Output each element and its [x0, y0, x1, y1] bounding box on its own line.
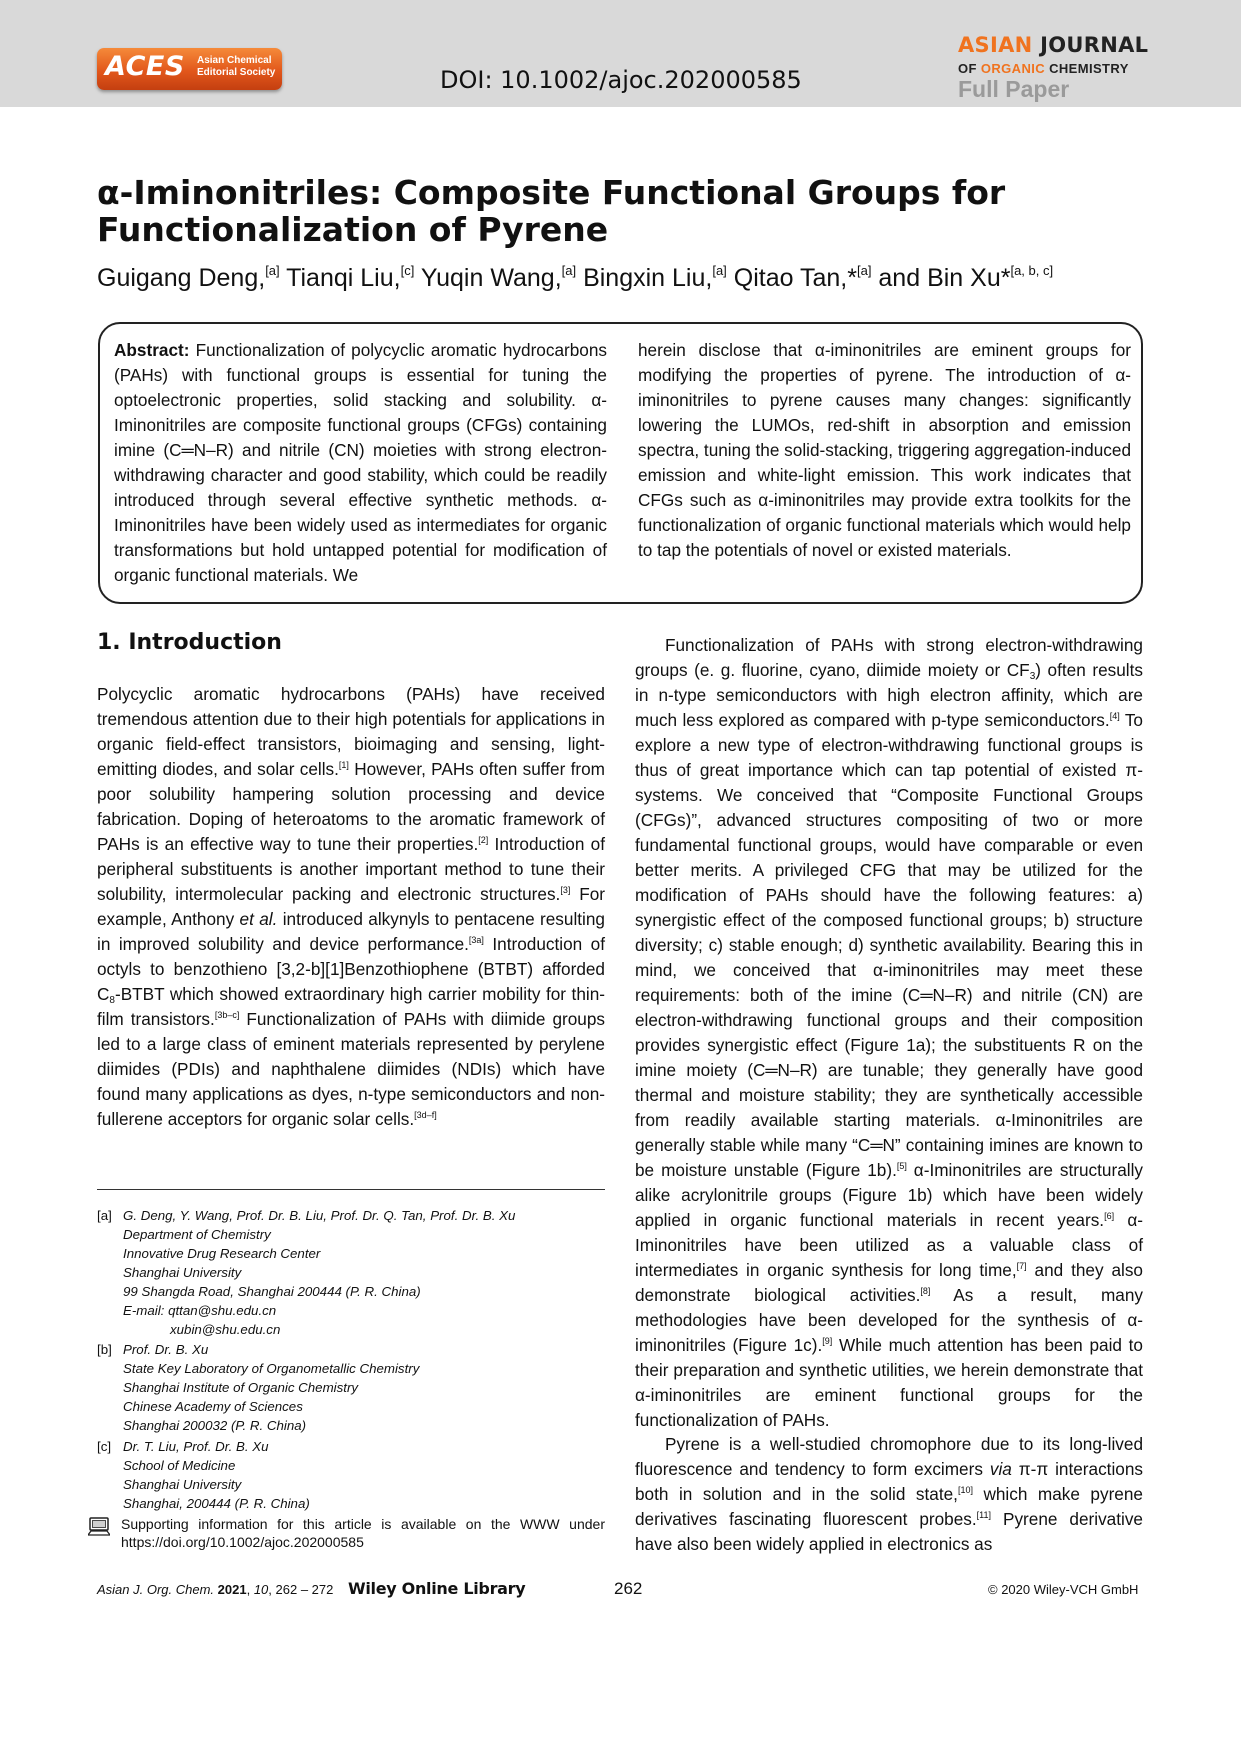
author-name: Bingxin Liu,	[583, 264, 713, 292]
citation-ref[interactable]: [9]	[822, 1336, 833, 1346]
affiliation-c	[97, 1437, 605, 1513]
paragraph-text: introduced alkynyls to pentacene resulting in improved solubility and device performance.	[97, 909, 605, 954]
citation-ref[interactable]: [6]	[1104, 1211, 1115, 1221]
author-affiliation-mark: [c]	[400, 263, 415, 278]
paragraph-text: However, PAHs often suffer from poor solubility hampering solution processing and device fabrication. Doping of heteroatoms to the aromatic framework of PAHs is an effective way to tune their properties.	[97, 759, 605, 854]
footer-copyright: © 2020 Wiley-VCH GmbH	[988, 1582, 1139, 1597]
citation-ref[interactable]: [4]	[1109, 711, 1120, 721]
paragraph-text: Pyrene is a well-studied chromophore due to its long-lived fluorescence and tendency to form excimers	[635, 1434, 1143, 1479]
affiliation-line: Shanghai, 200444 (P. R. China)	[123, 1496, 310, 1511]
italic-text: via	[989, 1459, 1012, 1479]
author-affiliation-mark: [a]	[712, 263, 727, 278]
affiliation-line: Chinese Academy of Sciences	[123, 1399, 303, 1414]
article-title: α-Iminonitriles: Composite Functional Groups for Functionalization of Pyrene	[97, 173, 1006, 249]
paragraph-text: Introduction of octyls to benzothieno [3,2-b][1]Benzothiophene (BTBT) afforded C	[97, 934, 605, 1004]
italic-text: et al.	[239, 909, 278, 929]
subscript: 3	[1029, 671, 1036, 682]
section-heading: 1. Introduction	[97, 630, 282, 655]
footnote-rule	[97, 1189, 605, 1190]
header-band	[0, 0, 1241, 107]
affiliation-line: Shanghai 200032 (P. R. China)	[123, 1418, 307, 1433]
paragraph-text: which make pyrene derivatives fascinating fluorescent probes.	[635, 1484, 1143, 1529]
footer-journal-abbr: Asian J. Org. Chem.	[97, 1582, 215, 1597]
footer-citation: Asian J. Org. Chem. 2021, 10, 262 – 272	[97, 1582, 334, 1597]
aces-logo-mark: ACES	[105, 51, 185, 82]
supporting-info-text[interactable]: Supporting information for this article is available on the WWW under https://doi.org/10.1002/ajoc.202000585	[121, 1516, 605, 1550]
aces-logo-name: Asian Chemical Editorial Society	[197, 55, 276, 78]
paragraph-text: and they also demonstrate biological activities.	[635, 1260, 1143, 1305]
footer-year: 2021	[217, 1582, 247, 1597]
affiliation-line: School of Medicine	[123, 1458, 236, 1473]
author-affiliation-mark: [a]	[856, 263, 872, 278]
abstract-text-left: Functionalization of polycyclic aromatic hydrocarbons (PAHs) with functional groups is essential for tuning the optoelectronic properties, solid stacking and solubility. α-Iminonitriles are composite functional groups (CFGs) containing imine (C═N–R) and nitrile (CN) moieties with strong electron-withdrawing character and good stability, which could be readily introduced through several effective synthetic methods. α-Iminonitriles have been widely used as intermediates for organic transformations but hold untapped potential for modification of organic functional materials. We	[114, 340, 607, 585]
paragraph-text: As a result, many methodologies have been developed for the synthesis of α-iminonitriles (Figure 1c).	[635, 1285, 1143, 1355]
supporting-info	[88, 1515, 605, 1551]
journal-word-journal: JOURNAL	[1040, 33, 1149, 57]
affiliation-line: Shanghai Institute of Organic Chemistry	[123, 1380, 359, 1395]
intro-paragraph-1	[97, 682, 605, 1132]
author-name: and Bin Xu*	[878, 264, 1011, 292]
citation-ref[interactable]: [2]	[478, 835, 489, 845]
citation-ref[interactable]: [7]	[1016, 1261, 1027, 1271]
citation-ref[interactable]: [10]	[957, 1485, 973, 1495]
paragraph-text: -BTBT which showed extraordinary high carrier mobility for thin-film transistors.	[97, 984, 605, 1029]
author-name: Qitao Tan,*	[733, 264, 857, 292]
affiliation-b	[97, 1340, 605, 1435]
subscript: 8	[109, 995, 115, 1006]
citation-ref[interactable]: [5]	[896, 1161, 907, 1171]
paragraph-text: ) often results in n-type semiconductors with high electron affinity, which are much less explored as compared with p-type semiconductors.	[635, 660, 1143, 730]
author-affiliation-mark: [a]	[561, 263, 577, 278]
footer-volume: 10	[253, 1582, 269, 1597]
journal-subtitle	[958, 61, 1129, 76]
affiliation-line: Shanghai University	[123, 1265, 242, 1280]
abstract-text-right: herein disclose that α-iminonitriles are eminent groups for modifying the properties of pyrene. The introduction of α-iminonitriles to pyrene causes many changes: significantly lowering the LUMOs, red-shift in absorption and emission spectra, tuning the solid-stacking, triggering aggregation-induced emission and white-light emission. This work indicates that CFGs such as α-iminonitriles may provide extra toolkits for the functionalization of organic functional materials which would help to tap the potentials of novel or existed materials.	[638, 340, 1132, 560]
paragraph-text: Functionalization of PAHs with strong electron-withdrawing groups (e. g. fluorine, cyano, diimide moiety or CF	[635, 635, 1143, 680]
journal-name	[958, 33, 1148, 57]
abstract-label: Abstract:	[114, 340, 190, 360]
article-type: Full Paper	[958, 76, 1070, 102]
paragraph-text: Pyrene derivative have also been widely applied in electronics as	[635, 1509, 1143, 1554]
paragraph-text: α-Iminonitriles are structurally alike acrylonitrile groups (Figure 1b) which have been widely applied in organic functional materials in recent years.	[635, 1160, 1143, 1230]
citation-ref[interactable]: [3b–c]	[214, 1010, 240, 1020]
abstract-right-column	[638, 338, 1131, 563]
citation-ref[interactable]: [8]	[920, 1286, 931, 1296]
affiliation-line: Dr. T. Liu, Prof. Dr. B. Xu	[123, 1439, 269, 1454]
journal-word-organic: ORGANIC	[980, 61, 1046, 76]
author-affiliation-mark: [a]	[265, 263, 280, 278]
intro-paragraph-3	[635, 1432, 1143, 1557]
affiliation-line: Department of Chemistry	[123, 1227, 271, 1242]
affiliation-email[interactable]: xubin@shu.edu.cn	[170, 1322, 281, 1337]
affiliation-line: State Key Laboratory of Organometallic Chemistry	[123, 1361, 420, 1376]
doi-text[interactable]: DOI: 10.1002/ajoc.202000585	[440, 66, 802, 94]
affiliation-line: 99 Shangda Road, Shanghai 200444 (P. R. China)	[123, 1284, 421, 1299]
intro-paragraph-2	[635, 633, 1143, 1433]
paragraph-text: Functionalization of PAHs with diimide groups led to a large class of eminent materials represented by perylene diimides (PDIs) and naphthalene diimides (NDIs) which have found many applications as dyes, n-type semiconductors and non-fullerene acceptors for organic solar cells.	[97, 1009, 605, 1129]
paragraph-text: While much attention has been paid to their preparation and synthetic utilities, we herein demonstrate that α-iminonitriles are eminent functional groups for the functionalization of PAHs.	[635, 1335, 1143, 1430]
affiliation-tag: [a]	[97, 1208, 112, 1223]
citation-ref[interactable]: [3]	[560, 885, 571, 895]
paragraph-text: Polycyclic aromatic hydrocarbons (PAHs) have received tremendous attention due to their high potentials for applications in organic field-effect transistors, bioimaging and sensing, light-emitting diodes, and solar cells.	[97, 684, 605, 779]
citation-ref[interactable]: [1]	[338, 760, 349, 770]
citation-ref[interactable]: [3d–f]	[414, 1110, 437, 1120]
affiliation-line: Shanghai University	[123, 1477, 242, 1492]
paragraph-text: To explore a new type of electron-withdrawing functional groups is thus of great importance which can tap potential of existed π-systems. We conceived that “Composite Functional Groups (CFGs)”, advanced structures compositing of two or more fundamental functional groups, would have comparable or even better merits. A privileged CFG that may be utilized for the modification of PAHs should have the following features: a) synergistic effect of the composed functional groups; b) structure diversity; c) stable enough; d) synthetic availability. Bearing this in mind, we conceived that α-iminonitriles may meet these requirements: both of the imine (C═N–R) and nitrile (CN) are electron-withdrawing functional groups and their composition provides synergistic effect (Figure 1a); the substituents R on the imine moiety (C═N–R) are tunable; they generally have good thermal and moisture stability; they are synthetically accessible from readily available starting materials. α-Iminonitriles are generally stable while many “C═N” containing imines are known to be moisture unstable (Figure 1b).	[635, 710, 1143, 1180]
author-affiliation-mark: [a, b, c]	[1010, 263, 1054, 278]
paragraph-text: π-π interactions both in solution and in the solid state,	[635, 1459, 1143, 1504]
journal-word-asian: ASIAN	[958, 33, 1033, 57]
computer-icon	[88, 1517, 110, 1537]
page-number: 262	[614, 1579, 643, 1598]
author-name: Yuqin Wang,	[420, 264, 562, 292]
journal-word-of: OF	[958, 61, 977, 76]
affiliation-line: Innovative Drug Research Center	[123, 1246, 321, 1261]
affiliation-line: E-mail: qttan@shu.edu.cn	[123, 1303, 277, 1318]
footer-pages: 262 – 272	[275, 1582, 334, 1597]
affiliation-a	[97, 1206, 605, 1339]
citation-ref[interactable]: [3a]	[468, 935, 484, 945]
affiliation-tag: [b]	[97, 1342, 112, 1357]
aces-logo[interactable]	[97, 48, 282, 90]
paragraph-text: For example, Anthony	[97, 884, 605, 929]
affiliation-line: G. Deng, Y. Wang, Prof. Dr. B. Liu, Prof. Dr. Q. Tan, Prof. Dr. B. Xu	[123, 1208, 516, 1223]
affiliation-tag: [c]	[97, 1439, 112, 1454]
affiliation-line: Prof. Dr. B. Xu	[123, 1342, 209, 1357]
author-name: Tianqi Liu,	[286, 264, 401, 292]
wiley-online-library-link[interactable]: Wiley Online Library	[348, 1579, 526, 1598]
paragraph-text: α-Iminonitriles have been utilized as a valuable class of intermediates in organic synthesis for long time,	[635, 1210, 1144, 1280]
paragraph-text: Introduction of peripheral substituents is another important method to tune their solubility, intermolecular packing and electronic structures.	[97, 834, 606, 904]
citation-ref[interactable]: [11]	[976, 1510, 992, 1520]
abstract-left-column	[114, 338, 607, 588]
journal-word-chemistry: CHEMISTRY	[1049, 61, 1129, 76]
author-name: Guigang Deng,	[97, 264, 266, 292]
author-list	[97, 263, 1147, 293]
